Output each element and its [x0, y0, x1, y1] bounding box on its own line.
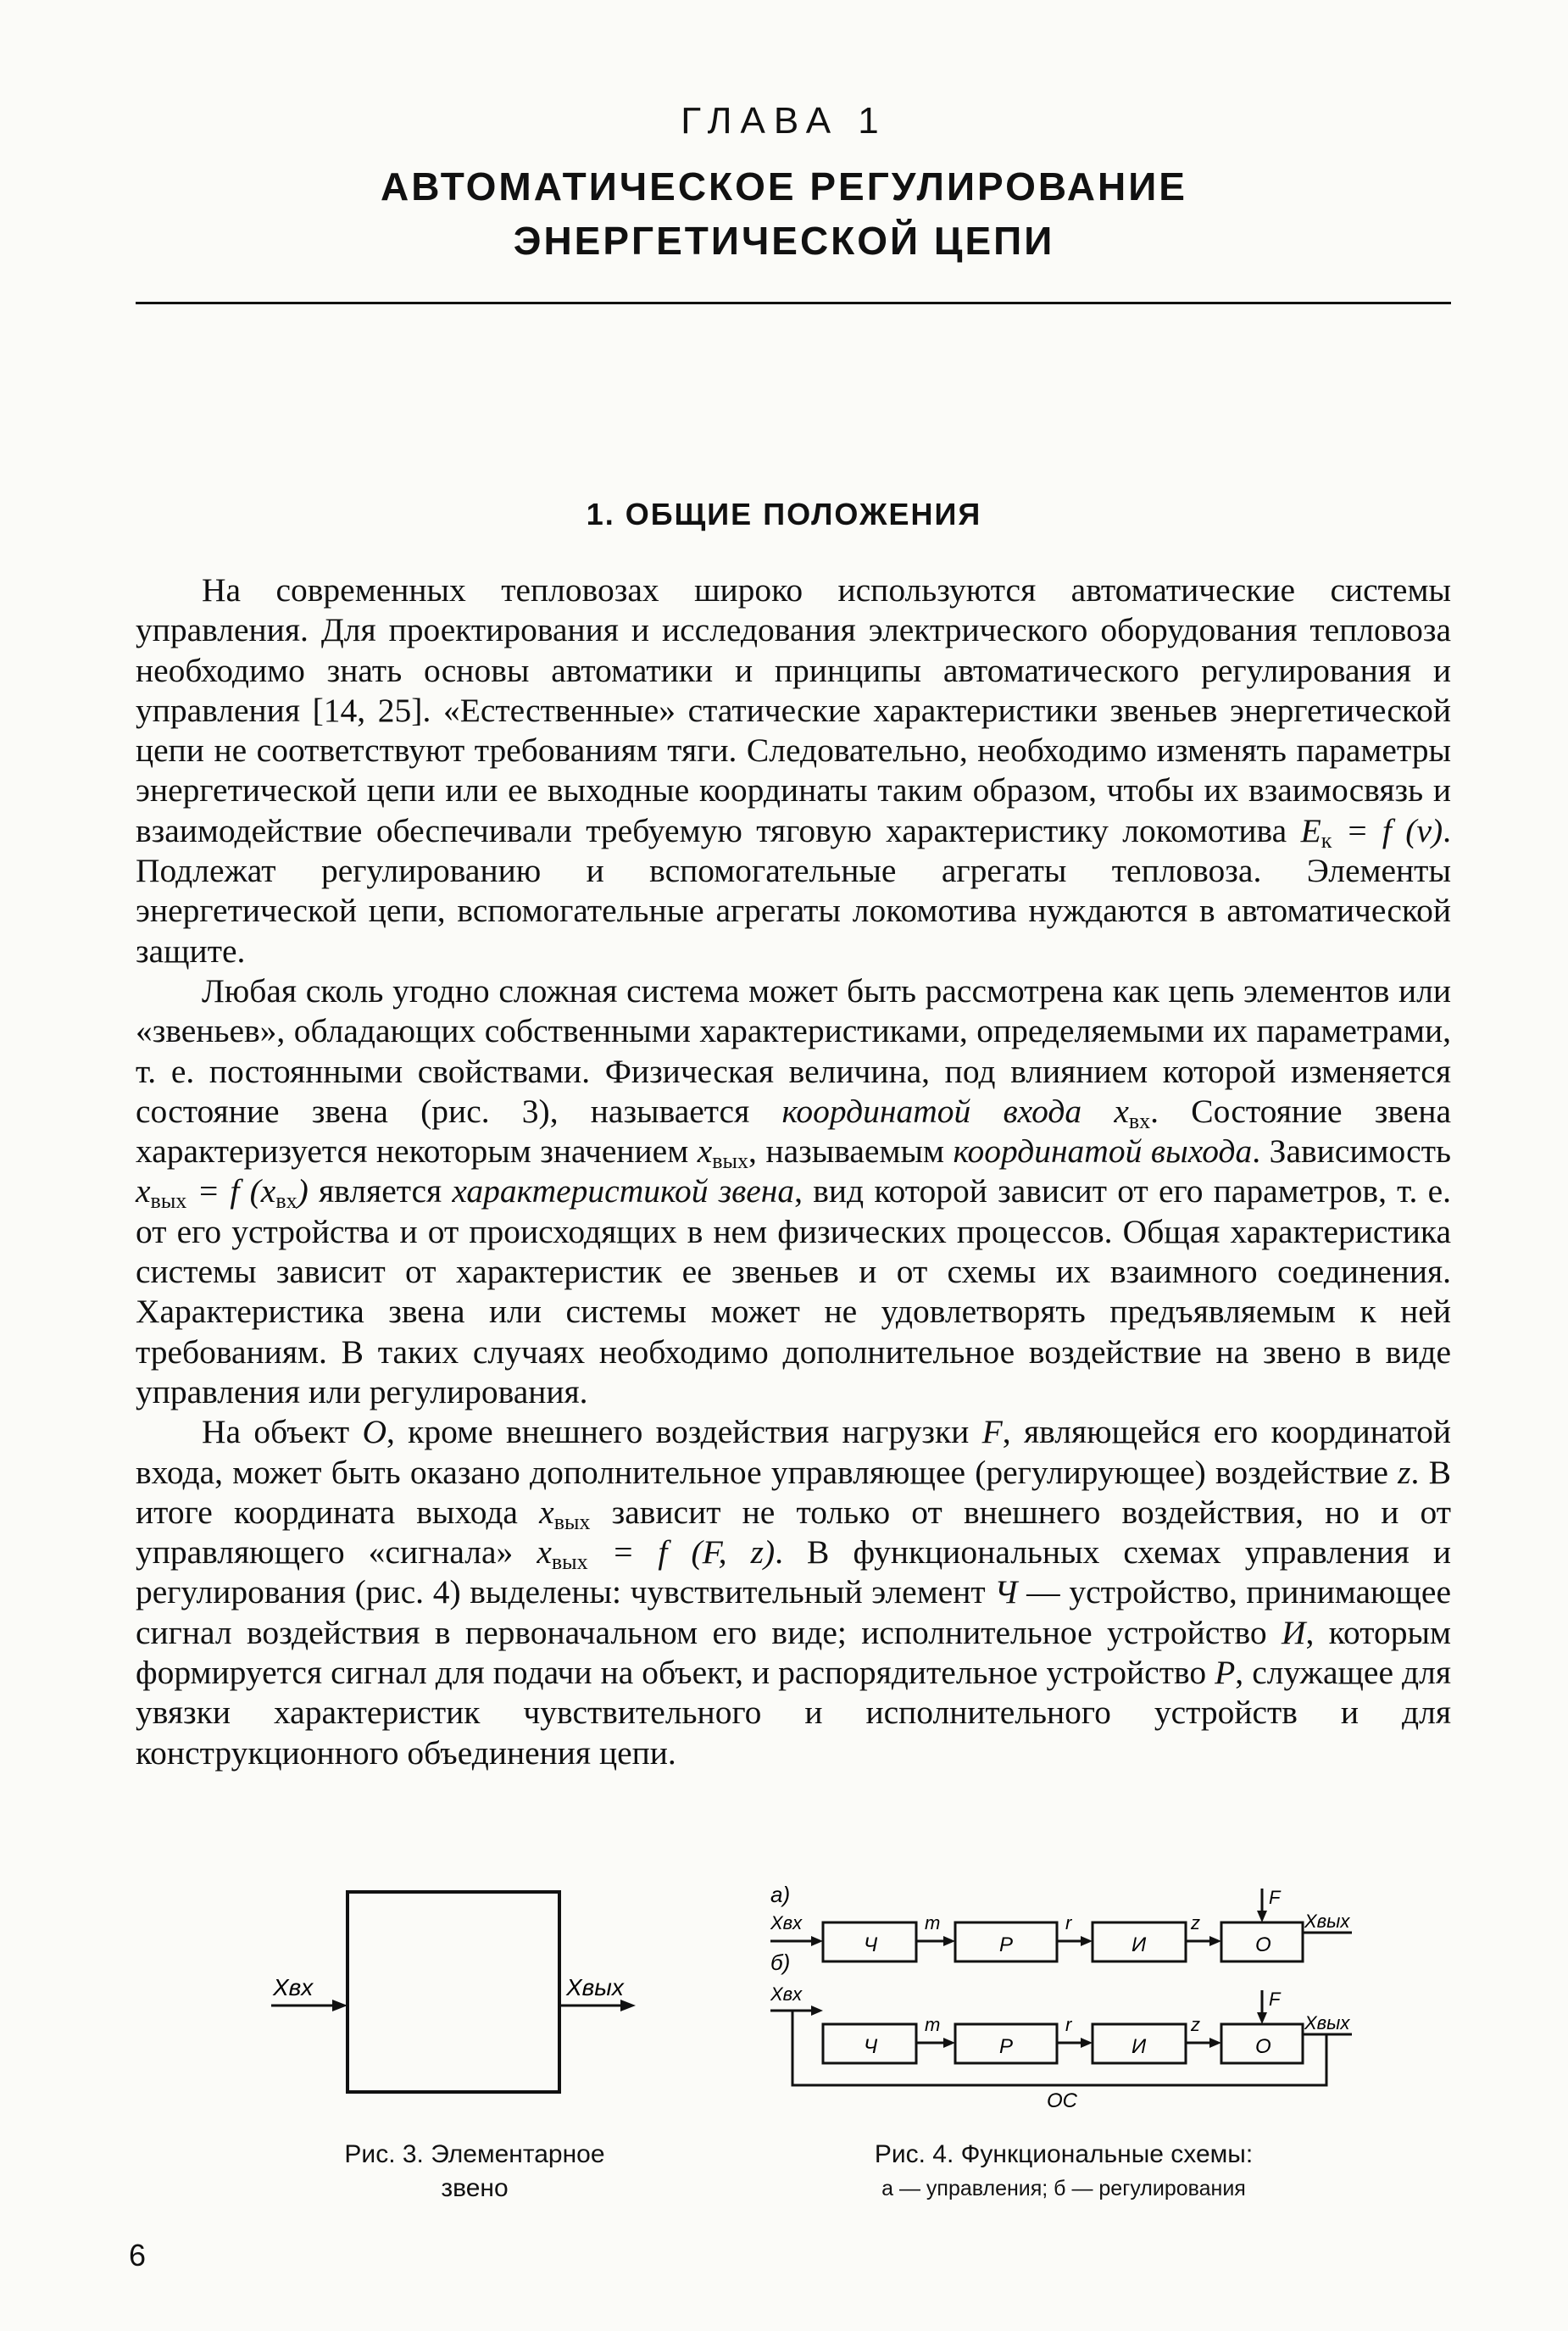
p2-eq-end: )	[297, 1172, 309, 1210]
p3-sub-out-2: вых	[551, 1549, 588, 1575]
row-b-arrow-m	[943, 2038, 955, 2048]
p3-object-o: О	[362, 1413, 386, 1451]
row-b-signal-r: r	[1065, 2014, 1072, 2035]
figure-4-caption-sub: а — управления; б — регулирования	[881, 2177, 1246, 2200]
feedback-label: ОС	[1047, 2089, 1077, 2111]
row-a-load-label: F	[1269, 1887, 1281, 1908]
p3-text-f: . В функциональных схемах управления и регулирования (рис. 4) выделены: чувствительный элемент	[136, 1533, 1451, 1611]
p2-x-3: x	[136, 1172, 151, 1210]
input-label: Xвх	[273, 1974, 314, 2000]
p3-text-b: , кроме внешнего воздействия нагрузки	[386, 1413, 982, 1451]
p3-signal-z: z	[1398, 1453, 1411, 1491]
row-a-arrow-z	[1209, 1936, 1221, 1946]
p2-sub-out-2: вых	[150, 1188, 187, 1214]
p3-actuator-i: И	[1282, 1613, 1306, 1651]
figure-4-diagram	[767, 1882, 1360, 2111]
row-a-block-i-label: И	[1132, 1933, 1147, 1956]
figure-3-caption-line-2: звено	[441, 2174, 509, 2202]
row-b-label: б)	[770, 1950, 791, 1975]
p2-term-characteristic: характеристикой звена	[452, 1172, 795, 1210]
p3-text-e: зависит не только от внешнего воздействия, но и от управляющего «сигнала»	[136, 1493, 1452, 1572]
row-a-signal-m: m	[925, 1912, 941, 1933]
p1-text-b: . Подлежат регулированию и вспомогательные агрегаты тепловоза. Элементы энергетической цепи, вспомогательные агрегаты локомотива нуждаются в автоматической защите.	[136, 811, 1452, 970]
row-a-arrow-r	[1081, 1936, 1093, 1946]
figure-3-caption	[254, 2138, 695, 2206]
output-label: Xвых	[566, 1974, 624, 2000]
row-a-block-o-label: О	[1255, 1933, 1271, 1956]
p3-sub-out-1: вых	[553, 1509, 591, 1534]
row-b-block-r-label: Р	[999, 2035, 1014, 2058]
p3-x-1: x	[539, 1493, 554, 1531]
row-b-signal-m: m	[925, 2014, 941, 2035]
row-b-arrow-z	[1209, 2038, 1221, 2048]
row-a-load-arrowhead	[1257, 1911, 1267, 1922]
figure-3-caption-line-1: Рис. 3. Элементарное	[344, 2140, 605, 2168]
p1-formula-k: к	[1321, 827, 1332, 853]
p3-text-h: , которым формируется сигнал для подачи на объект, и распорядительное устройство	[136, 1613, 1451, 1692]
p1-formula-e: E	[1300, 811, 1321, 849]
p2-term-output-coordinate: координатой выхода	[953, 1132, 1253, 1171]
p3-distributor-r: Р	[1215, 1654, 1236, 1692]
p2-sub-out-1: вых	[712, 1149, 749, 1174]
row-b-output-label: Xвых	[1304, 2012, 1350, 2033]
row-a-output-label: Xвых	[1304, 1911, 1350, 1932]
p3-load-f: F	[981, 1413, 1003, 1451]
p2-text-f: , вид которой зависит от его параметров, т. е. от его устройства и от происходящих в нем физических процессов. Общая характеристика системы зависит от характеристик ее звеньев и от схемы их взаимного соединения. Характеристика звена или системы может не удовлетворять предъявляемым к ней требованиям. В таких случаях необходимо дополнительное воздействие на звено в виде управления или регулирования.	[136, 1172, 1451, 1410]
row-a-label: а)	[770, 1882, 791, 1907]
p3-sensor-ch: Ч	[994, 1573, 1018, 1611]
row-a-block-ch-label: Ч	[864, 1933, 878, 1956]
row-b-block-ch-label: Ч	[864, 2035, 878, 2058]
figure-4-caption-title: Рис. 4. Функциональные схемы:	[874, 2140, 1254, 2168]
chapter-title	[0, 159, 1568, 268]
figure-3-diagram	[254, 1882, 695, 2102]
chapter-label: ГЛАВА 1	[681, 100, 887, 142]
figure-4-caption	[767, 2138, 1360, 2206]
p2-text-c: , называемым	[748, 1132, 954, 1171]
p2-x-4: x	[260, 1172, 276, 1210]
p3-eq: = f (F, z)	[587, 1533, 776, 1572]
p3-text-g: — устройство, принимающее сигнал воздействия в первоначальном его виде; исполнительное устройство	[136, 1573, 1451, 1651]
p3-text-i: , служащее для увязки характеристик чувствительного и исполнительного устройств и для конструкционного объединения цепи.	[136, 1654, 1451, 1772]
p1-formula-rest: = f (v)	[1332, 811, 1443, 849]
row-b-load-arrowhead	[1257, 2012, 1267, 2024]
p1-text-a: На современных тепловозах широко используются автоматические системы управления. Для проектирования и исследования электрического оборудования тепловоза необходимо знать основы автоматики и принципы автоматического регулирования и управления [14, 25]. «Естественные» статические характеристики звеньев энергетической цепи не соответствуют требованиям тяги. Следовательно, необходимо изменять параметры энергетической цепи или ее выходные координаты таким образом, чтобы их взаимосвязь и взаимодействие обеспечивали требуемую тяговую характеристику локомотива	[136, 571, 1451, 849]
chapter-title-line-2: ЭНЕРГЕТИЧЕСКОЙ ЦЕПИ	[513, 219, 1055, 263]
row-b-input-arrowhead	[811, 2006, 823, 2016]
row-b-input-label: Xвх	[770, 1983, 803, 2005]
page-number: 6	[129, 2238, 147, 2273]
p2-eq-mid: = f (	[186, 1172, 261, 1210]
row-b-load-label: F	[1269, 1989, 1281, 2010]
body-text	[136, 570, 1451, 1773]
row-b-signal-z: z	[1191, 2014, 1200, 2035]
p3-text-a: На объект	[202, 1413, 363, 1451]
row-a-block-r-label: Р	[999, 1933, 1014, 1956]
row-a-arrow-m	[943, 1936, 955, 1946]
row-a-input-arrowhead	[811, 1936, 823, 1946]
paragraph-3	[136, 1412, 1451, 1773]
header-divider	[136, 302, 1451, 304]
p3-x-2: x	[537, 1533, 552, 1572]
input-arrowhead	[332, 2000, 348, 2011]
row-a-input-label: Xвх	[770, 1912, 803, 1933]
chapter-title-line-1: АВТОМАТИЧЕСКОЕ РЕГУЛИРОВАНИЕ	[381, 164, 1187, 209]
p3-text-d: . В итоге координата выхода	[136, 1453, 1451, 1531]
p2-text-a: Любая сколь угодно сложная система может быть рассмотрена как цепь элементов или «звеньев», обладающих собственными характеристиками, определяемыми их параметрами, т. е. постоянными свойствами. Физическая величина, под влиянием которой изменяется состояние звена (рис. 3), называется	[136, 971, 1451, 1130]
p2-text-e: является	[308, 1172, 453, 1210]
paragraph-2	[136, 971, 1451, 1412]
p2-sub-in-1: вх	[1128, 1108, 1151, 1133]
paragraph-1	[136, 570, 1451, 971]
p2-x-2: x	[697, 1132, 713, 1171]
row-b-block-o-label: О	[1255, 2035, 1271, 2058]
p2-text-d: . Зависимость	[1252, 1132, 1451, 1171]
row-a-signal-z: z	[1191, 1912, 1200, 1933]
elementary-link-block	[348, 1892, 559, 2092]
row-b-arrow-r	[1081, 2038, 1093, 2048]
p2-term-input-coordinate: координатой входа	[781, 1092, 1082, 1130]
row-b-block-i-label: И	[1132, 2035, 1147, 2058]
p2-sub-in-2: вх	[275, 1188, 297, 1214]
row-a-signal-r: r	[1065, 1912, 1072, 1933]
section-heading: 1. ОБЩИЕ ПОЛОЖЕНИЯ	[586, 497, 982, 531]
p2-x-1: x	[1114, 1092, 1129, 1130]
p3-text-c: , являющейся его координатой входа, может быть оказано дополнительное управляющее (регулирующее) воздействие	[136, 1413, 1451, 1491]
output-arrowhead	[620, 2000, 636, 2011]
p2-text-b: . Состояние звена характеризуется некоторым значением	[136, 1092, 1452, 1171]
